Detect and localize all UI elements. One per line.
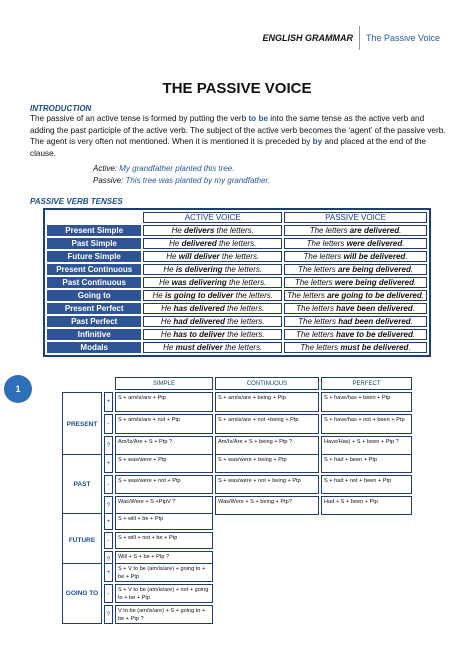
passive-verb: are going to be delivered [327,291,422,300]
passive-example [284,277,427,288]
table-row [47,264,427,275]
active-verb: delivered [181,239,217,248]
active-example [143,342,282,353]
formula-cell: V to be (am/is/are) + S + going to + be + Ptp ? [115,605,213,624]
tense-name: Infinitive [47,329,141,340]
formula-sign: + [104,513,113,530]
formula-sign: + [104,454,113,473]
passive-text: The letters [300,343,341,352]
formula-cell: S + was/were + Ptp [115,454,213,473]
example-active-label: Active: [93,164,118,173]
table-row [47,238,427,249]
passive-verb: must be delivered [340,343,409,352]
active-verb: is going to deliver [164,291,234,300]
active-example [143,238,282,249]
tense-name: Present Simple [47,225,141,236]
passive-text: . [412,304,415,313]
passive-text: . [421,291,424,300]
formula-cell: S + was/were + not + Ptp [115,475,213,494]
col-header-simple: SIMPLE [115,377,213,390]
passive-text: The letters [306,239,347,248]
intro-text-2: into the same tense as the active verb and adding the past participle of the active verb. The subject of the active verb becomes the ‘agent’ of the passive verb. The agent is very often not mentioned. When it is mentioned it is preceded by [30,114,446,146]
active-text: He [163,343,176,352]
passive-text: The letters [294,278,335,287]
formula-cell: Was/Were + S +PtpV ? [115,496,213,515]
header-blank-cell [47,212,141,223]
active-verb: delivers [184,226,215,235]
active-text: He [171,226,185,235]
intro-highlight-by: by [312,137,323,146]
active-text: the letters. [224,317,265,326]
active-text: He [163,265,176,274]
active-example [143,316,282,327]
tense-name: Going to [47,290,141,301]
active-example [143,251,282,262]
example-active [93,164,234,173]
formula-cell: S + had + been + Ptp [321,454,412,473]
passive-verb: were delivered [346,239,403,248]
formula-cell: S + am/is/are + being + Ptp [215,392,319,412]
active-example [143,225,282,236]
formula-cell: S + V to be (am/is/are) + not + going to + be + Ptp [115,584,213,603]
tense-group-label: GOING TO [62,563,102,624]
passive-example [284,251,427,262]
formula-cell: S + was/were + being + Ptp [215,454,319,473]
formula-sign: - [104,414,113,434]
table-header-row [47,212,427,223]
formula-sign: + [104,392,113,412]
active-example [143,290,282,301]
passive-text: The letters [298,317,339,326]
formula-sign: + [104,563,113,582]
formula-cell: S + V to be (am/is/are) + going to + be + Ptp [115,563,213,582]
passive-verb: are being delivered [337,265,411,274]
col-header-continuous: CONTINUOUS [215,377,319,390]
tense-name: Modals [47,342,141,353]
table-row [47,329,427,340]
table-row [47,303,427,314]
header-subject: ENGLISH GRAMMAR [262,33,353,43]
formula-cell: S + have/has + not + been + Ptp [321,414,412,434]
active-text: the letters. [222,343,263,352]
active-example [143,329,282,340]
page-number-badge: 1 [4,375,32,403]
passive-verb: have to be delivered [335,330,413,339]
page-header [262,26,440,50]
example-passive-text: This tree was planted by my grandfather. [125,176,271,185]
formula-cell: S + have/has + been + Ptp [321,392,412,412]
tense-name: Past Continuous [47,277,141,288]
table-row [47,225,427,236]
active-text: He [161,304,174,313]
active-text: the letters. [216,239,257,248]
passive-text: . [408,343,411,352]
formula-cell: S + will + be + Ptp [115,513,213,530]
active-verb: had delivered [173,317,225,326]
passive-example [284,264,427,275]
intro-text-3: and placed at the end of the clause. [30,137,426,158]
tense-name: Future Simple [47,251,141,262]
passive-text: The letters [295,330,336,339]
active-text: He [152,291,165,300]
tense-name: Past Simple [47,238,141,249]
active-verb: has delivered [173,304,225,313]
passive-text: The letters [309,226,350,235]
passive-example [284,303,427,314]
formula-cell: S + am/is/are + not + Ptp [115,414,213,434]
formula-cell: Will + S + be + Ptp ? [115,551,213,568]
active-text: the letters. [214,226,254,235]
passive-verb: were being delivered [334,278,414,287]
active-text: the letters. [224,304,265,313]
page-title: THE PASSIVE VOICE [162,80,312,97]
passive-text: . [413,278,417,287]
active-example [143,264,282,275]
active-text: the letters. [222,265,263,274]
active-verb: will deliver [178,252,220,261]
formula-cell: Am/Is/Are + S + Ptp ? [115,436,213,456]
formula-cell: Have/Has) + S + been + Ptp ? [321,436,412,456]
formula-sign: ? [104,496,113,515]
formula-cell: S + will + not + be + Ptp [115,532,213,549]
passive-example [284,238,427,249]
active-verb: was delivering [171,278,227,287]
active-verb: is delivering [175,265,223,274]
tense-name: Present Perfect [47,303,141,314]
passive-verb: are delivered [349,226,400,235]
table-row [47,251,427,262]
passive-example [284,225,427,236]
formula-cell: S + was/were + not + being + Ptp [215,475,319,494]
active-verb: must deliver [175,343,223,352]
passive-text: . [412,330,416,339]
formula-cell: Am/Is/Are + S + being + Ptp ? [215,436,319,456]
active-text: He [159,278,172,287]
active-text: the letters. [219,252,260,261]
passive-text: The letters [287,291,328,300]
active-text: He [169,239,182,248]
formula-sign: ? [104,436,113,456]
active-example [143,303,282,314]
active-verb: has to deliver [173,330,225,339]
formula-cell: S + had + not + been + Ptp [321,475,412,494]
intro-text-1: The passive of an active tense is formed by putting the verb [30,114,249,123]
tense-name: Present Continuous [47,264,141,275]
formula-sign: - [104,475,113,494]
passive-example [284,316,427,327]
tense-group-label: PAST [62,454,102,515]
header-topic: The Passive Voice [365,33,440,43]
formula-sign: ? [104,605,113,624]
active-text: the letters. [224,330,265,339]
header-divider [359,26,360,50]
passive-text: . [405,252,408,261]
formula-cell: Was/Were + S + being + Ptp? [215,496,319,515]
active-example [143,277,282,288]
passive-text: The letters [296,304,337,313]
formula-sign: - [104,532,113,549]
table-row [47,290,427,301]
passive-tenses-table [43,208,431,357]
tense-group-label: PRESENT [62,392,102,456]
passive-example [284,342,427,353]
formula-cell: S + am/is/are + Ptp [115,392,213,412]
table-row [47,342,427,353]
header-active-voice: ACTIVE VOICE [143,212,282,223]
tense-group-label: FUTURE [62,513,102,568]
passive-verb: have been delivered [336,304,413,313]
intro-highlight-to-be: to be [248,114,269,123]
passive-verb: had been delivered [338,317,411,326]
table-row [47,277,427,288]
col-header-perfect: PERFECT [321,377,412,390]
example-passive [93,176,270,185]
passive-text: . [402,239,405,248]
active-text: the letters. [226,278,267,287]
passive-text: . [399,226,402,235]
tense-name: Past Perfect [47,316,141,327]
tenses-heading: PASSIVE VERB TENSES [30,197,123,206]
formula-sign: - [104,584,113,603]
active-text: He [166,252,179,261]
example-passive-label: Passive: [93,176,124,185]
formula-cell: S + am/is/are + not +being + Ptp [215,414,319,434]
formula-sign: ? [104,551,113,568]
intro-paragraph [30,113,450,159]
intro-heading: INTRODUCTION [30,104,92,113]
formula-cell: Had + S + been + Ptp [321,496,412,515]
example-active-text: My grandfather planted this tree. [119,164,235,173]
passive-text: The letters [297,265,338,274]
passive-example [284,290,427,301]
passive-text: . [410,265,414,274]
passive-example [284,329,427,340]
passive-text: . [410,317,413,326]
passive-text: The letters [303,252,344,261]
passive-verb: will be delivered [343,252,406,261]
active-text: He [160,330,174,339]
active-text: He [160,317,174,326]
header-passive-voice: PASSIVE VOICE [284,212,427,223]
active-text: the letters. [233,291,273,300]
table-row [47,316,427,327]
